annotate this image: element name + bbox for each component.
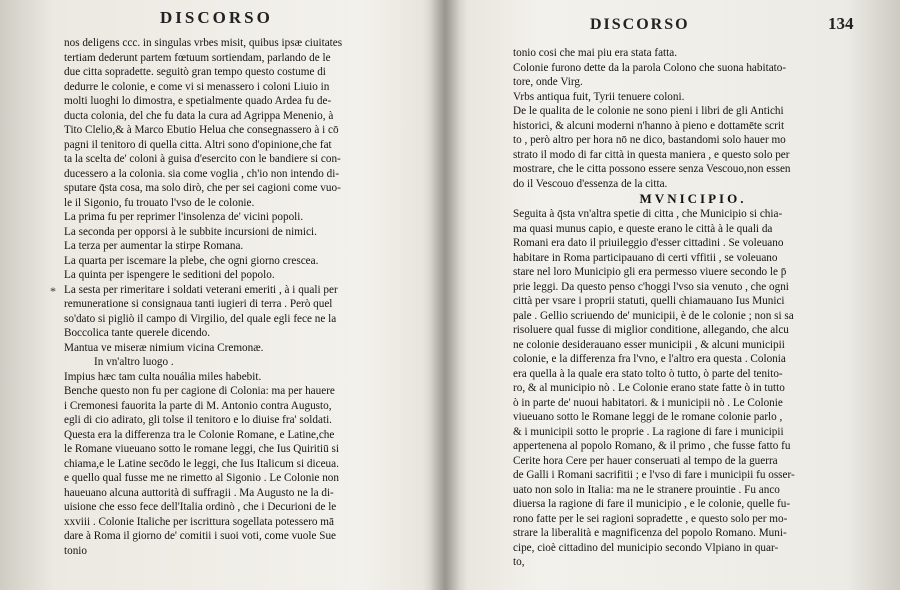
text-line: colonie, e la differenza fra l'vno, e l'altro era questa . Colonia — [513, 353, 786, 365]
text-line: i Cremonesi fauorita la parte di M. Antonio contra Augusto, — [64, 399, 332, 412]
text-line: due citta sopradette. seguitò gran tempo questo costume di — [64, 66, 326, 78]
text-line: La quinta per ispengere le seditioni del popolo. — [64, 269, 275, 281]
left-running-head: DISCORSO — [160, 8, 273, 27]
marginal-mark: * — [50, 284, 56, 298]
text-line: cipe, cioè cittadino del municipio secondo Vlpiano in quar- — [513, 541, 779, 554]
text-line: In vn'altro luogo . — [94, 356, 174, 368]
text-line: mostrare, che le citta possono essere senza Vescouo,non essen — [513, 163, 791, 175]
text-line: La terza per aumentar la stirpe Romana. — [64, 240, 244, 252]
text-line: pagni il tenitoro di quella citta. Altri sono d'opinione,che fat — [64, 138, 332, 151]
text-line: haueuano alcuna auttorità di suffragii . Ma Augusto ne la di- — [64, 486, 334, 499]
text-line: le il Sigonio, fu trouato l'vso de le colonie. — [64, 196, 255, 209]
text-line: sputare q̄sta cosa, ma solo dirò, che per sei cagioni come vuo- — [64, 182, 341, 194]
text-line: tore, onde Virg. — [513, 76, 583, 88]
text-line: era quella à la quale era stato tolto ò tutto, ò parte del tenito- — [513, 367, 783, 380]
text-line: & i municipii sotto le proprie . La ragione di fare i municipii — [513, 425, 784, 438]
text-line: tonio — [64, 544, 87, 557]
text-line: Impius hæc tam culta nouália miles habebit. — [64, 370, 262, 383]
right-page — [450, 0, 900, 590]
text-line: diuersa la ragione di fare il municipio , e le colonie, quelle fu- — [513, 498, 791, 510]
text-line: ne colonie desiderauano esser municipii , & alcuni municipii — [513, 338, 785, 351]
text-line: Seguita à q̄sta vn'altra spetie di citta , che Municipio si chia- — [513, 208, 783, 220]
text-line: Tito Clelio,& à Marco Ebutio Helua che consegnassero à i cō — [64, 124, 339, 136]
text-line: città per vsare i proprii statuti, quelli chiamauano Ius Munici — [513, 295, 785, 307]
left-text-block — [64, 36, 416, 558]
text-line: le Romane viueuano sotto le romane leggi, che Ius Quiritiū si — [64, 443, 339, 455]
text-line: Romani era dato il priuileggio d'esser cittadini . Se voleuano — [513, 237, 784, 249]
text-line: dedurre le colonie, e come vi si menassero i coloni Liuio in — [64, 80, 330, 93]
text-line: strato il modo di far città in questa maniera , e questo solo per — [513, 148, 790, 161]
text-line: Mantua ve miseræ nimium vicina Cremonæ. — [64, 341, 264, 354]
text-line: De le qualita de le colonie ne sono pieni i libri de gli Antichi — [513, 105, 784, 117]
text-line: uato non solo in Italia: ma ne le stranere prouintie . Fu anco — [513, 483, 780, 496]
text-line: uisione che esso fece dell'Italia ordinò , che i Decurioni de le — [64, 501, 337, 513]
right-running-head: DISCORSO — [590, 16, 690, 33]
text-line: do il Vescouo d'essenza de la citta. — [513, 177, 668, 190]
text-line: Vrbs antiqua fuit, Tyrii tenuere coloni. — [513, 90, 685, 103]
text-line: La sesta per rimeritare i soldati veterani emeriti , à i quali per — [64, 283, 338, 296]
text-line: de Galli i Romani sacrifitii ; e l'vso di fare i municipii fu osser- — [513, 469, 795, 481]
text-line: remuneratione si consignaua tanti iugieri di terra . Però quel — [64, 298, 333, 310]
text-line: La prima fu per reprimer l'insolenza de' vicini popoli. — [64, 211, 304, 223]
text-line: historici, & alcuni moderni n'hanno à pieno e dottamēte scrit — [513, 119, 785, 132]
text-line: ro, & al municipio nò . Le Colonie erano state fatte ò in tutto — [513, 382, 785, 394]
text-line: rono fatte per le sei ragioni sopradette , e questo solo per mo- — [513, 512, 788, 525]
text-line: Questa era la differenza tra le Colonie Romane, e Latine,che — [64, 428, 335, 441]
text-line: La quarta per iscemare la plebe, che ogni giorno crescea. — [64, 254, 319, 267]
text-line: strare la liberalità e magnificenza del popolo Romano. Muni- — [513, 527, 787, 539]
text-line: to , però altro per hora nō ne dico, bastandomi solo hauer mo — [513, 134, 786, 146]
text-line: habitare in Roma participauano di certi vffitii , se voleuano — [513, 251, 778, 264]
text-line: molti luoghi lo dimostra, e spetialmente quado Ardea fu de- — [64, 95, 332, 107]
text-line: Boccolica tante querele dicendo. — [64, 327, 210, 339]
text-line: to, — [513, 556, 525, 568]
text-line: viueuano sotto le Romane leggi de le romane colonie parlo , — [513, 411, 783, 423]
text-line: Cerite hora Cere per hauer conseruati al tempo de la guerra — [513, 454, 778, 467]
text-line: xxviii . Colonie Italiche per iscrittura sogellata potessero mā — [64, 515, 334, 528]
text-line: risoluere qual fusse di miglior conditione, allegando, che alcu — [513, 324, 789, 336]
text-line: ò in parte de' nuoui habitatori. & i municipii nò . Le Colonie — [513, 396, 783, 409]
text-line: nos deligens ccc. in singulas vrbes misit, quibus ipsæ ciuitates — [64, 37, 343, 49]
right-text-block — [513, 46, 873, 570]
text-line: e quello qual fusse me ne rimetto al Sigonio . Le Colonie non — [64, 472, 339, 484]
text-line: stare nel loro Municipio gli era permesso viuere secondo le p̄ — [513, 266, 787, 278]
text-line: tertiam dederunt partem fœtuum sortiendam, parlando de le — [64, 51, 331, 64]
text-line: dare à Roma il giorno de' comitii i suoi voti, come vuole Sue — [64, 530, 337, 542]
text-line: ducessero a la colonia. sia come voglia , ch'io non intendo di- — [64, 167, 340, 180]
text-line: chiama,e le Latine secōdo le leggi, che Ius Italicum si diceua. — [64, 457, 339, 470]
text-line: pale . Gellio scriuendo de' municipii, è de le colonie ; non si sa — [513, 309, 794, 322]
text-line: ta la scelta de' coloni à guisa d'esercito con le bandiere si con- — [64, 153, 341, 165]
left-page — [0, 0, 440, 590]
text-line: appertenena al popolo Romano, & il primo , che fusse fatto fu — [513, 440, 791, 452]
text-line: ma quasi munus capio, e queste erano le città à le quali da — [513, 222, 773, 235]
text-line: ducta colonia, del che fu data la cura ad Agrippa Menenio, à — [64, 109, 334, 122]
section-heading: MVNICIPIO. — [639, 191, 747, 206]
text-line: tonio cosi che mai piu era stata fatta. — [513, 47, 678, 59]
text-line: Benche questo non fu per cagione di Colonia: ma per hauere — [64, 385, 335, 397]
page-number: 134 — [828, 14, 854, 33]
text-line: so'dato si pigliò il campo di Virgilio, del quale egli fece ne la — [64, 312, 337, 325]
text-line: La seconda per opporsi à le subbite incursioni de nimici. — [64, 225, 317, 238]
text-line: egli di cio adirato, gli tolse il tenitoro e lo diuise fra' soldati. — [64, 414, 332, 426]
text-line: prie leggi. Da questo penso c'hoggi l'vso sia venuto , che ogni — [513, 280, 789, 293]
text-line: Colonie furono dette da la parola Colono che suona habitato- — [513, 61, 787, 74]
